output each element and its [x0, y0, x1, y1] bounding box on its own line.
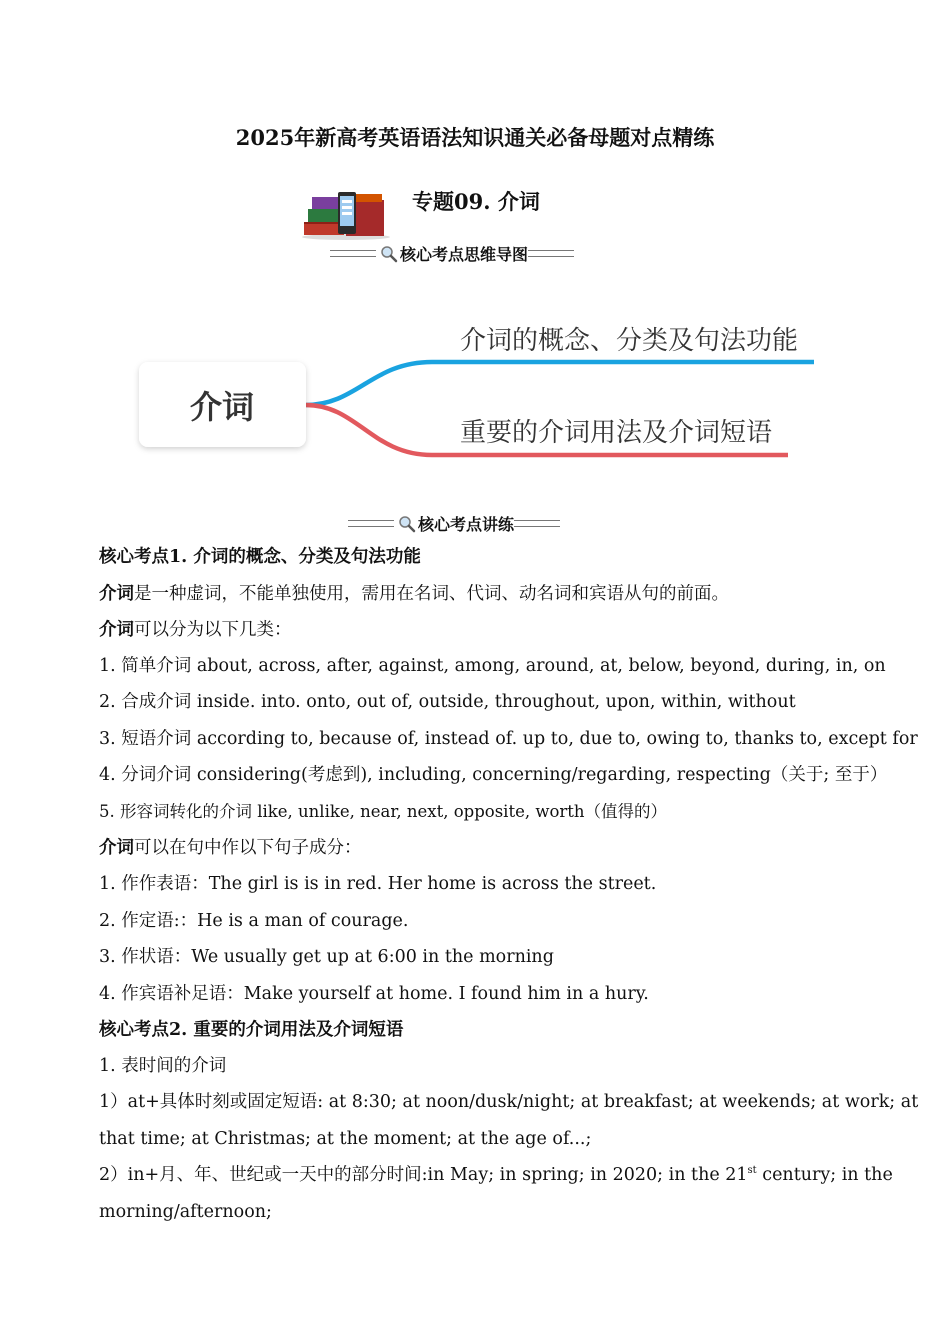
section-title-mindmap: 核心考点思维导图 [400, 245, 529, 264]
definition-paragraph [99, 582, 729, 606]
term: 介词 [99, 838, 134, 858]
subtitle: 专题09. 介词 [412, 189, 540, 214]
term: 介词 [99, 620, 134, 640]
in-usage-line [99, 1163, 893, 1187]
function-intro-text: 可以在句中作以下句子成分： [134, 838, 362, 858]
function-intro [99, 836, 362, 860]
ordinal-suffix: st [747, 1165, 757, 1176]
double-rule [348, 520, 394, 527]
section-header-practice [348, 512, 560, 535]
function-item: 1. 作作表语：The girl is is in red. Her home is across the street. [99, 874, 657, 894]
category-item: 3. 短语介词 according to, because of, instead of. up to, due to, owing to, thanks to, except for [99, 729, 918, 749]
definition-text: 是一种虚词，不能单独使用，需用在名词、代词、动名词和宾语从句的前面。 [134, 584, 729, 604]
at-usage-line: 1）at+具体时刻或固定短语: at 8:30; at noon/dusk/night; at breakfast; at weekends; at work; at [99, 1092, 919, 1112]
term: 介词 [99, 584, 134, 604]
in-usage-text: century; in the [756, 1165, 893, 1185]
category-intro-text: 可以分为以下几类： [134, 620, 292, 640]
function-item: 2. 作定语:：He is a man of courage. [99, 911, 409, 931]
mindmap-branch-top-text: 介词的概念、分类及句法功能 [460, 326, 799, 356]
magnifier-icon [398, 515, 416, 533]
function-item: 3. 作状语：We usually get up at 6:00 in the morning [99, 947, 554, 967]
section-title-practice: 核心考点讲练 [418, 515, 515, 534]
at-usage-line: that time; at Christmas; at the moment; at the age of...; [99, 1129, 592, 1149]
books-illustration [298, 188, 394, 240]
double-rule [528, 250, 574, 257]
time-prep-heading: 1. 表时间的介词 [99, 1056, 227, 1076]
in-usage-line: morning/afternoon; [99, 1202, 272, 1222]
mindmap-branch-top-line [306, 362, 814, 405]
category-item: 4. 分词介词 considering(考虑到), including, concerning/regarding, respecting（关于; 至于） [99, 765, 888, 785]
kp2-title: 核心考点2. 重要的介词用法及介词短语 [99, 1020, 404, 1040]
category-item: 5. 形容词转化的介词 like, unlike, near, next, opposite, worth（值得的） [99, 802, 668, 821]
category-item: 2. 合成介词 inside. into. onto, out of, outside, throughout, upon, within, without [99, 692, 796, 712]
category-item: 1. 简单介词 about, across, after, against, among, around, at, below, beyond, during, in, on [99, 656, 886, 676]
in-usage-text: 2）in+月、年、世纪或一天中的部分时间:in May; in spring; in 2020; in the 21 [99, 1165, 748, 1185]
mindmap-branch-bottom-text: 重要的介词用法及介词短语 [460, 418, 773, 448]
kp1-title: 核心考点1. 介词的概念、分类及句法功能 [99, 547, 421, 567]
category-intro [99, 618, 292, 642]
section-header-mindmap [330, 242, 574, 265]
double-rule [330, 250, 376, 257]
magnifier-icon [380, 245, 398, 263]
function-item: 4. 作宾语补足语：Make yourself at home. I found him in a hury. [99, 984, 649, 1004]
double-rule [514, 520, 560, 527]
mind-map [132, 300, 822, 475]
main-title: 2025年新高考英语语法知识通关必备母题对点精练 [235, 125, 715, 150]
mindmap-root-text: 介词 [189, 388, 255, 426]
